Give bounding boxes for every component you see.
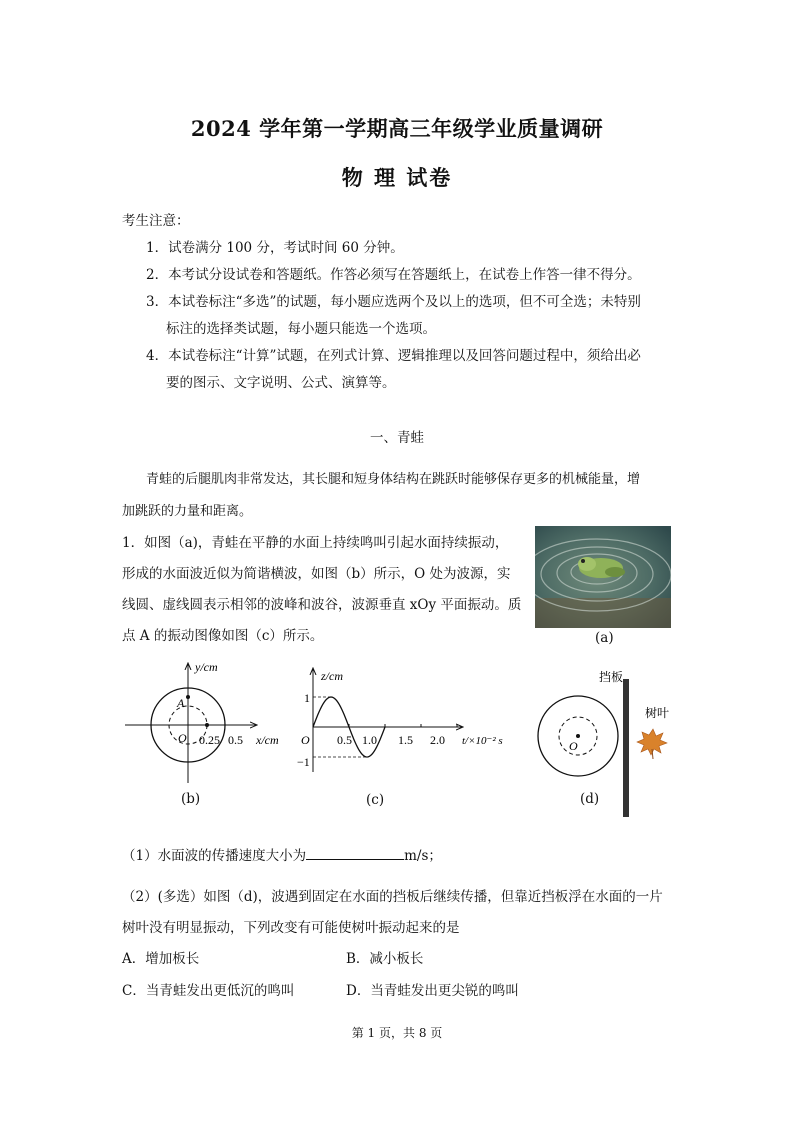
z-tick-1: 1 [304,691,310,705]
option-b[interactable]: B．减小板长 [346,951,424,967]
frog-photo [535,526,671,628]
option-d[interactable]: D．当青蛙发出更尖锐的鸣叫 [346,983,519,999]
z-tick-neg1: −1 [297,755,310,769]
t-tick-05: 0.5 [337,733,352,747]
sub-question-2-line-1: （2）(多选）如图（d)，波遇到固定在水面的挡板后继续传播，但靠近挡板浮在水面的一片 [122,889,663,905]
barrier-label: 挡板 [599,670,624,684]
sub-question-2-line-2: 树叶没有明显振动，下列改变有可能使树叶振动起来的是 [122,920,460,936]
option-c[interactable]: C．当青蛙发出更低沉的鸣叫 [122,983,295,999]
source-point [576,734,580,738]
notice-item-3: 3．本试卷标注“多选”的试题，每小题应选两个及以上的选项，但不可全选；未特别 [146,294,641,310]
point-a-label: A [177,696,185,710]
sub-question-1-unit: m/s； [404,848,442,864]
option-a[interactable]: A．增加板长 [122,951,200,967]
tick-025: 0.25 [199,733,220,747]
notice-item-1: 1．试卷满分 100 分，考试时间 60 分钟。 [146,240,404,256]
figure-d-caption: (d) [580,791,600,807]
z-axis-label: z/cm [321,669,343,683]
point-x025 [205,723,209,727]
barrier [623,679,629,817]
point-a [186,695,190,699]
notice-item-2: 2．本考试分设试卷和答题纸。作答必须写在答题纸上，在试卷上作答一律不得分。 [146,267,641,283]
t-tick-15: 1.5 [398,733,413,747]
x-axis-label: x/cm [256,733,279,747]
question1-line-4: 点 A 的振动图像如图（c）所示。 [122,628,324,644]
question1-line-1: 1．如图（a)，青蛙在平静的水面上持续鸣叫引起水面持续振动， [122,535,509,551]
figure-d-diagram [535,665,680,817]
figure-a-caption: (a) [595,630,614,646]
origin-label-d: O [569,739,578,753]
figure-c-caption: (c) [366,792,385,808]
page-number: 第 1 页，共 8 页 [351,1026,443,1040]
origin-label-c: O [301,733,310,747]
leaf-icon [637,729,667,759]
notice-item-4-cont: 要的图示、文字说明、公式、演算等。 [166,375,396,391]
section-intro-1: 青蛙的后腿肌肉非常发达，其长腿和短身体结构在跳跃时能够保存更多的机械能量，增 [146,472,641,487]
notice-item-4: 4．本试卷标注“计算”试题，在列式计算、逻辑推理以及回答问题过程中，须给出必 [146,348,641,364]
tick-05: 0.5 [228,733,243,747]
question1-line-2: 形成的水面波近似为简谐横波，如图（b）所示，O 处为波源，实 [122,566,511,582]
t-tick-10: 1.0 [362,733,377,747]
section-intro-2: 加跳跃的力量和距离。 [122,504,253,519]
answer-blank[interactable] [306,847,404,860]
question1-line-3: 线圆、虚线圆表示相邻的波峰和波谷，波源垂直 xOy 平面振动。质 [122,597,522,613]
notice-item-3-cont: 标注的选择类试题，每小题只能选一个选项。 [166,321,436,337]
t-axis-label: t/×10⁻² s [462,735,503,747]
figure-c-chart [295,662,515,780]
figure-b-diagram [115,658,285,788]
y-axis-label: y/cm [195,660,218,674]
section-title: 一、青蛙 [370,430,424,446]
t-tick-20: 2.0 [430,733,445,747]
exam-subtitle: 物 理 试卷 [341,165,453,190]
figure-b-caption: (b) [181,791,201,807]
exam-title: 2024 学年第一学期高三年级学业质量调研 [190,116,604,141]
leaf-label: 树叶 [645,706,670,720]
sub-question-1 [122,847,442,865]
origin-label: O [178,731,187,745]
sub-question-1-prompt: （1）水面波的传播速度大小为 [122,848,307,864]
notice-heading: 考生注意： [122,213,190,229]
